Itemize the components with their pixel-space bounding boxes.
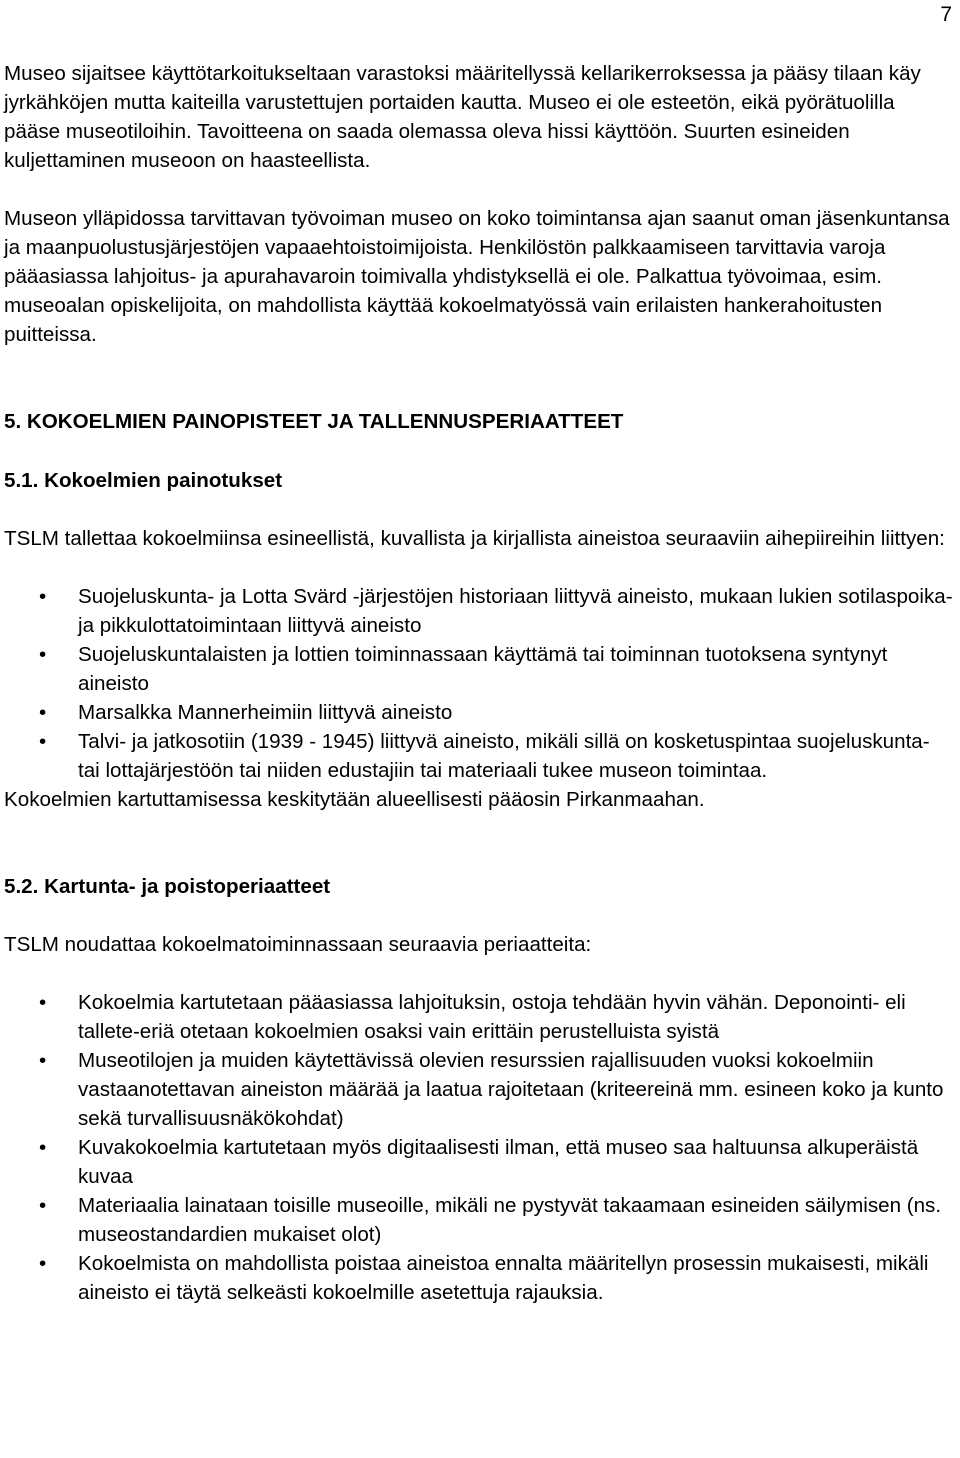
list-item-text: Kuvakokoelmia kartutetaan myös digitaalisesti ilman, että museo saa haltuunsa alkuperäistä kuvaa [78, 1136, 919, 1188]
section-5-2-intro: TSLM noudattaa kokoelmatoiminnassaan seuraavia periaatteita: [4, 933, 592, 956]
bullet-icon: • [39, 1194, 47, 1217]
bullet-icon: • [39, 991, 47, 1014]
section-5-2-heading: 5.2. Kartunta- ja poistoperiaatteet [4, 875, 331, 898]
list-item [4, 988, 954, 1046]
list-item-text: Suojeluskunta- ja Lotta Svärd -järjestöjen historiaan liittyvä aineisto, mukaan lukien sotilaspoika- ja pikkulottatoimintaan liittyvä aineisto [78, 585, 953, 637]
section-5-1-intro: TSLM tallettaa kokoelmiinsa esineellistä, kuvallista ja kirjallista aineistoa seuraaviin aihepiireihin liittyen: [4, 527, 945, 550]
bullet-icon: • [39, 1049, 47, 1072]
list-item-text: Museotilojen ja muiden käytettävissä olevien resurssien rajallisuuden vuoksi kokoelmiin vastaanotettavan aineiston määrää ja laatua rajoitetaan (kriteereinä mm. esineen koko ja kunto sekä turvallisuusnäkökohdat) [78, 1049, 944, 1130]
list-item [4, 640, 954, 698]
list-item [4, 1133, 954, 1191]
list-item [4, 727, 954, 785]
list-item [4, 698, 954, 727]
list-item [4, 1191, 954, 1249]
bullet-icon: • [39, 585, 47, 608]
bullet-icon: • [39, 643, 47, 666]
paragraph-staffing: Museon ylläpidossa tarvittavan työvoiman museo on koko toimintansa ajan saanut oman jäsenkuntansa ja maanpuolustusjärjestöjen vapaaehtoistoimijoista. Henkilöstön palkkaamiseen tarvittavia varoja pääasiassa lahjoitus- ja apurahavaroin toimivalla yhdistyksellä ei ole. Palkattua työvoimaa, esim. museoalan opiskelijoita, on mahdollista käyttää kokoelmatyössä vain erilaisten hankerahoitusten puitteissa. [4, 207, 950, 346]
bullet-icon: • [39, 730, 47, 753]
section-5-1-heading: 5.1. Kokoelmien painotukset [4, 469, 283, 492]
list-item-text: Suojeluskuntalaisten ja lottien toiminnassaan käyttämä tai toiminnan tuotoksena syntynyt aineisto [78, 643, 888, 695]
bullet-icon: • [39, 1136, 47, 1159]
list-item [4, 1249, 954, 1307]
paragraph-accessibility: Museo sijaitsee käyttötarkoitukseltaan varastoksi määritellyssä kellarikerroksessa ja pääsy tilaan käy jyrkähköjen mutta kaiteilla varustettujen portaiden kautta. Museo ei ole esteetön, eikä pyörätuolilla pääse museotiloihin. Tavoitteena on saada olemassa oleva hissi käyttöön. Suurten esineiden kuljettaminen museoon on haasteellista. [4, 62, 921, 172]
section-5-heading: 5. KOKOELMIEN PAINOPISTEET JA TALLENNUSPERIAATTEET [4, 410, 624, 433]
collection-focus-list [4, 582, 954, 785]
list-item-text: Talvi- ja jatkosotiin (1939 - 1945) liittyvä aineisto, mikäli sillä on kosketuspintaa suojeluskunta- tai lottajärjestöön tai niiden edustajiin tai materiaali tukee museon toimintaa. [78, 730, 930, 782]
acquisition-principles-list [4, 988, 954, 1307]
list-item-text: Kokoelmista on mahdollista poistaa aineistoa ennalta määritellyn prosessin mukaisesti, mikäli aineisto ei täytä selkeästi kokoelmille asetettuja rajauksia. [78, 1252, 929, 1304]
list-item [4, 582, 954, 640]
list-item-text: Marsalkka Mannerheimiin liittyvä aineisto [78, 701, 453, 724]
list-item-text: Materiaalia lainataan toisille museoille, mikäli ne pystyvät takaamaan esineiden säilymisen (ns. museostandardien mukaiset olot) [78, 1194, 942, 1246]
page-number: 7 [940, 3, 952, 26]
section-5-1-closing: Kokoelmien kartuttamisessa keskitytään alueellisesti pääosin Pirkanmaahan. [4, 788, 705, 811]
document-body [4, 59, 954, 1307]
bullet-icon: • [39, 1252, 47, 1275]
bullet-icon: • [39, 701, 47, 724]
list-item [4, 1046, 954, 1133]
list-item-text: Kokoelmia kartutetaan pääasiassa lahjoituksin, ostoja tehdään hyvin vähän. Deponointi- eli tallete-eriä otetaan kokoelmien osaksi vain erittäin perustelluista syistä [78, 991, 906, 1043]
